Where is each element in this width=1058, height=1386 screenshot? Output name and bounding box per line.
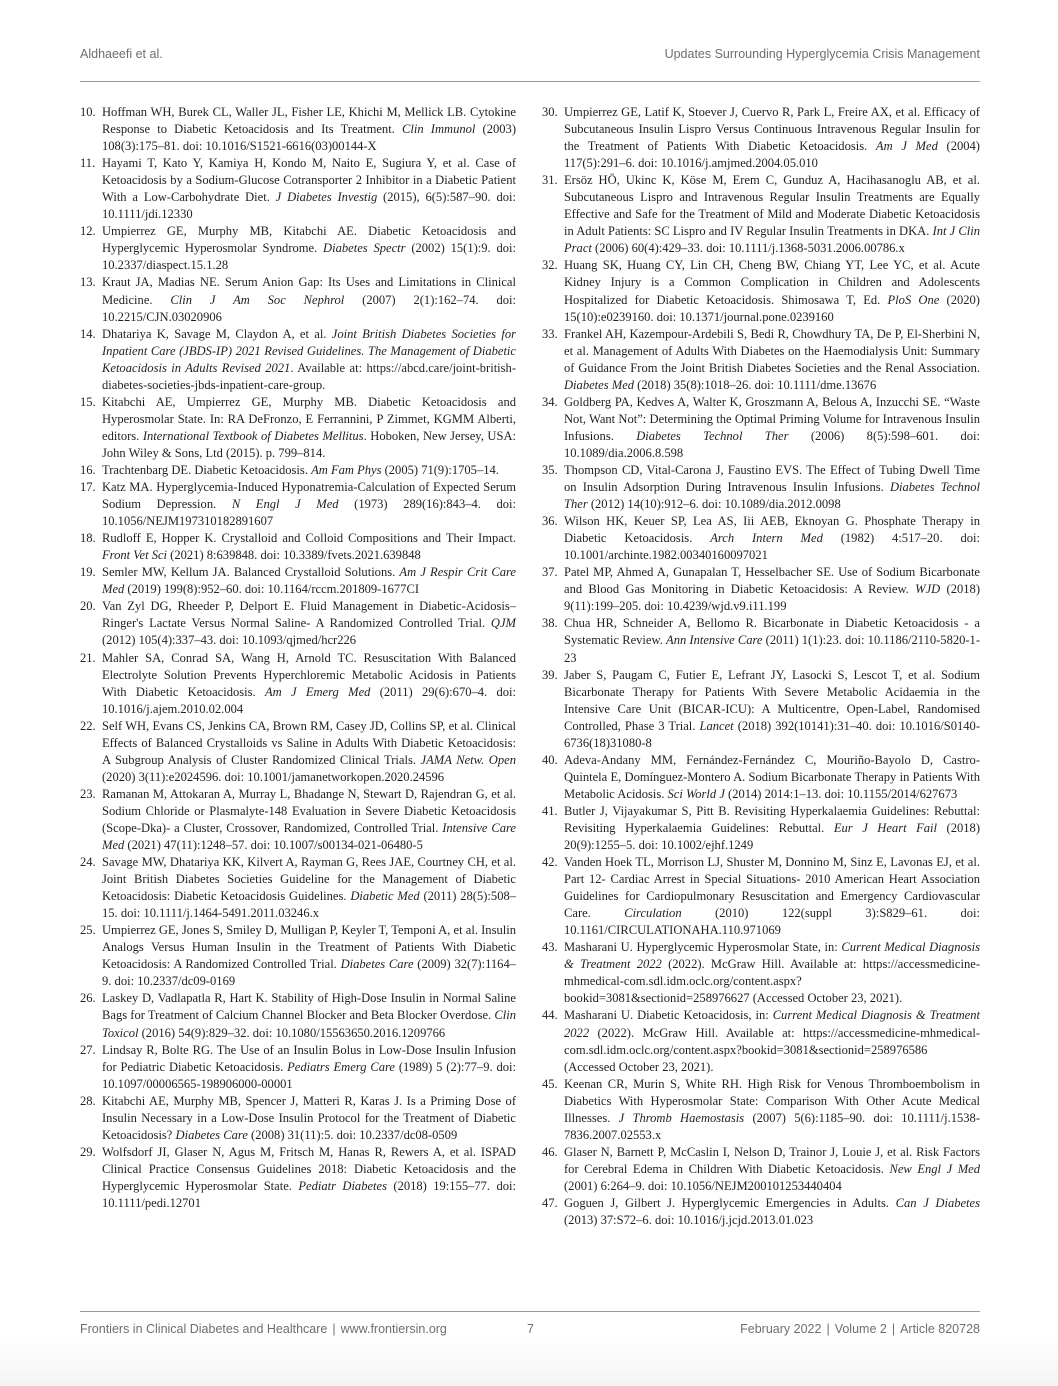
reference-text: Hoffman WH, Burek CL, Waller JL, Fisher LE, Khichi M, Mellick LB. Cytokine Response to Diabetic Ketoacidosis and Its Treatment. [102,105,516,137]
reference-text: (2011) 28(5):508–15. doi: 10.1111/j.1464-5491.2011.03246.x [102,889,517,921]
reference-number: 46. [542,1144,558,1159]
reference-text: Dhatariya K, Savage M, Claydon A, et al. [102,326,332,341]
reference-journal-title: PloS One [887,292,940,307]
reference-number: 28. [80,1093,96,1108]
reference-journal-title: Diabetes Technol Ther [636,428,789,443]
reference-journal-title: Diabetes Spectr [323,241,406,256]
page-number: 7 [527,1322,534,1336]
reference-number: 27. [80,1042,96,1057]
reference-number: 32. [542,258,558,273]
reference-number: 39. [542,667,558,682]
reference-text: (2014) 2014:1–13. doi: 10.1155/2014/627673 [724,786,958,801]
reference-text: (2020) 15(10):e0239160. doi: 10.1371/journal.pone.0239160 [564,292,980,324]
footer-volume: Volume 2 [834,1322,887,1336]
reference-text: Masharani U. Hyperglycemic Hyperosmolar State, in: [564,940,842,955]
reference-number: 24. [80,855,96,870]
reference-item [542,752,980,803]
reference-item [80,786,516,854]
reference-journal-title: Am Fam Phys [311,462,382,477]
reference-text: Umpierrez GE, Murphy MB, Kitabchi AE. Diabetic Ketoacidosis and Hyperglycemic Hyperosmolar Syndrome. [102,224,516,256]
reference-text: (2016) 54(9):829–32. doi: 10.1080/15563650.2016.1209766 [138,1025,446,1040]
reference-text: . Available at: https://abcd.care/joint-british-diabetes-societies-jbds-inpatient-care-group. [102,360,517,392]
reference-text: Semler MW, Kellum JA. Balanced Crystalloid Solutions. [102,565,400,580]
reference-text: Van Zyl DG, Rheeder P, Delport E. Fluid Management in Diabetic-Acidosis–Ringer's Lactate Versus Normal Saline- A Randomized Controlled Trial. [102,599,516,631]
reference-item [542,326,980,394]
page-bottom-margin [0,1336,1058,1386]
reference-text: Lindsay R, Bolte RG. The Use of an Insulin Bolus in Low-Dose Insulin Infusion for Pediatric Diabetic Ketoacidosis. [102,1042,516,1074]
reference-text: Self WH, Evans CS, Jenkins CA, Brown RM, Casey JD, Collins SP, et al. Clinical Effects of Balanced Crystalloids vs Saline in Adults With Diabetic Ketoacidosis: A Subgroup Analysis of Cluster Randomized Clinical Trials. [102,718,516,767]
reference-number: 20. [80,599,96,614]
reference-item [542,172,980,257]
reference-item [542,667,980,752]
reference-item [80,564,516,598]
footer-separator: | [332,1322,336,1336]
reference-text: Kitabchi AE, Umpierrez GE, Murphy MB. Diabetic Ketoacidosis and Hyperosmolar State. In: RA DeFronzo, E Ferrannini, P Zimmet, KGMM Alberti, editors. [102,394,516,443]
reference-journal-title: QJM [490,616,516,631]
reference-text: (2015), 6(5):587–90. doi: 10.1111/jdi.12330 [102,190,516,222]
reference-text: Umpierrez GE, Jones S, Smiley D, Mulligan P, Keyler T, Temponi A, et al. Insulin Analogs Versus Human Insulin in the Treatment of Patients With Diabetic Ketoacidosis: A Randomized Controlled Trial. [102,923,516,972]
reference-text: Laskey D, Vadlapatla R, Hart K. Stability of High-Dose Insulin in Normal Saline Bags for Treatment of Calcium Channel Blocker and Beta Blocker Overdose. [102,991,516,1023]
reference-journal-title: Diabetes Med [564,377,635,392]
reference-journal-title: Diabetes Technol Ther [564,480,980,512]
reference-number: 37. [542,565,558,580]
reference-journal-title: Pediatrs Emerg Care [287,1059,395,1074]
reference-number: 26. [80,991,96,1006]
reference-journal-title: Front Vet Sci [102,548,168,563]
reference-text: (2022). McGraw Hill. Available at: https://accessmedicine-mhmedical-com.sdl.idm.oclc.org/content.aspx?bookid=3081&sectionid=258976627 (Accessed October 23, 2021). [564,957,980,1006]
reference-text: (2018) 20(9):1255–5. doi: 10.1002/ejhf.1249 [564,820,980,853]
reference-text: (2013) 37:S72–6. doi: 10.1016/j.jcjd.2013.01.023 [564,1213,814,1228]
reference-item [80,274,516,325]
reference-text: (2002) 15(1):9. doi: 10.2337/diaspect.15.1.28 [102,241,516,273]
header-running-title: Updates Surrounding Hyperglycemia Crisis Management [664,47,980,61]
reference-number: 40. [542,752,558,767]
reference-journal-title: Diabetes Care [175,1127,248,1142]
reference-text: Ramanan M, Attokaran A, Murray L, Bhadange N, Stewart D, Rajendran G, et al. Sodium Chloride or Plasmalyte-148 Evaluation in Severe Diabetic Ketoacidosis (Scope-Dka)- a Cluster, Crossover, Randomized, Controlled Trial. [102,786,516,835]
page-header [80,40,980,82]
reference-text: (2008) 31(11):5. doi: 10.2337/dc08-0509 [247,1127,458,1142]
reference-journal-title: Circulation [624,906,682,921]
reference-number: 34. [542,394,558,409]
reference-number: 11. [80,156,96,171]
header-authors: Aldhaeefi et al. [80,47,163,61]
reference-number: 30. [542,105,558,119]
reference-item [80,530,516,564]
reference-text: Katz MA. Hyperglycemia-Induced Hyponatremia-Calculation of Expected Serum Sodium Depression. [102,480,516,512]
reference-journal-title: Diabetic Med [350,889,420,904]
footer-website-link[interactable]: www.frontiersin.org [340,1322,447,1336]
reference-number: 35. [542,462,558,477]
reference-text: Keenan CR, Murin S, White RH. High Risk for Venous Thromboembolism in Diabetics With Hyperosmolar State: Comparison With Other Acute Medical Illnesses. [564,1076,980,1125]
reference-item [80,223,516,274]
reference-text: Goldberg PA, Kedves A, Walter K, Groszmann A, Belous A, Inzucchi SE. “Waste Not, Want Not”: Determining the Optimal Priming Volume for Intravenous Insulin Infusions. [564,394,980,443]
reference-text: (2020) 3(11):e2024596. doi: 10.1001/jamanetworkopen.2020.24596 [102,769,445,784]
reference-number: 12. [80,224,96,239]
reference-item [80,394,516,462]
reference-text: (2011) 1(1):23. doi: 10.1186/2110-5820-1-23 [564,633,981,665]
reference-text: (2021) 8:639848. doi: 10.3389/fvets.2021.639848 [167,548,421,563]
reference-journal-title: Sci World J [667,786,725,801]
reference-item [80,104,516,155]
reference-item [80,922,516,990]
reference-item [542,462,980,513]
reference-text: (2011) 29(6):670–4. doi: 10.1016/j.ajem.2010.02.004 [102,684,516,716]
reference-journal-title: New Engl J Med [889,1161,980,1176]
reference-number: 25. [80,923,96,938]
reference-list-right [542,104,980,1229]
reference-text: Vanden Hoek TL, Morrison LJ, Shuster M, Donnino M, Sinz E, Lavonas EJ, et al. Part 12- Cardiac Arrest in Special Situations- 2010 American Heart Association Guidelines for Cardiopulmonary Resuscitation and Emergency Cardiovascular Care. [564,855,980,921]
reference-text: Savage MW, Dhatariya KK, Kilvert A, Rayman G, Rees JAE, Courtney CH, et al. Joint British Diabetes Societies Guideline for the Management of Diabetic Ketoacidosis: Diabetic Ketoacidosis Guidelines. [102,855,516,904]
references-section [80,104,980,1229]
reference-item [542,257,980,325]
reference-item [542,513,980,564]
reference-item [80,990,516,1041]
reference-item [80,718,516,786]
reference-text: Rudloff E, Hopper K. Crystalloid and Colloid Compositions and Their Impact. [102,531,516,546]
reference-text: Chua HR, Schneider A, Bellomo R. Bicarbonate in Diabetic Ketoacidosis - a Systematic Review. [564,616,980,648]
reference-text: Frankel AH, Kazempour-Ardebili S, Bedi R, Chowdhury TA, De P, El-Sherbini N, et al. Management of Adults With Diabetes on the Haemodialysis Unit: Summary of Guidance From the Joint British Diabetes Societies and the Renal Association. [564,326,980,375]
reference-number: 29. [80,1144,96,1159]
reference-text: Huang SK, Huang CY, Lin CH, Cheng BW, Chiang YT, Lee YC, et al. Acute Kidney Injury is a Common Complication in Children and Adolescents Hospitalized for Diabetic Ketoacidosis. Shimosawa T, Ed. [564,258,980,307]
references-right-column [542,104,980,1229]
reference-number: 47. [542,1196,558,1210]
reference-item [542,564,980,615]
reference-number: 45. [542,1076,558,1091]
reference-journal-title: Joint British Diabetes Societies for Inpatient Care (JBDS-IP) 2021 Revised Guidelines. The Management of Diabetic Ketoacidosis in Adults Revised 2021 [102,326,516,375]
reference-text: Masharani U. Diabetic Ketoacidosis, in: [564,1008,773,1023]
reference-journal-title: J Diabetes Investig [275,190,378,205]
reference-text: Hayami T, Kato Y, Kamiya H, Kondo M, Naito E, Sugiura Y, et al. Case of Ketoacidosis by a Sodium-Glucose Cotransporter 2 Inhibitor in a Diabetic Patient With a Low-Carbohydrate Diet. [102,156,516,205]
reference-number: 33. [542,326,558,341]
reference-item [542,939,980,1007]
reference-journal-title: N Engl J Med [231,497,339,512]
footer-separator: | [826,1322,830,1336]
reference-journal-title: Am J Emerg Med [264,684,371,699]
reference-journal-title: Current Medical Diagnosis & Treatment 2022 [564,940,980,972]
footer-journal-info [80,1322,447,1336]
reference-text: (2004) 117(5):291–6. doi: 10.1016/j.amjmed.2004.05.010 [564,139,980,171]
reference-text: (2007) 5(6):1185–90. doi: 10.1111/j.1538-7836.2007.02553.x [564,1110,981,1142]
reference-text: (2010) 122(suppl 3):S829–61. doi: 10.1161/CIRCULATIONAHA.110.971069 [564,906,980,938]
reference-journal-title: Lancet [699,718,734,733]
reference-text: (2012) 14(10):912–6. doi: 10.1089/dia.2012.0098 [587,497,841,512]
reference-item [80,462,516,479]
reference-item [80,854,516,922]
reference-list-left [80,104,516,1212]
reference-number: 31. [542,173,558,188]
reference-number: 43. [542,940,558,955]
reference-journal-title: Clin J Am Soc Nephrol [170,292,345,307]
reference-text: Kraut JA, Madias NE. Serum Anion Gap: Its Uses and Limitations in Clinical Medicine. [102,275,516,307]
reference-text: (2018) 19:155–77. doi: 10.1111/pedi.12701 [102,1178,516,1210]
reference-text: . Hoboken, New Jersey, USA: John Wiley & Sons, Ltd (2015). p. 799–814. [102,428,516,460]
reference-number: 15. [80,394,96,409]
reference-number: 14. [80,326,96,341]
footer-separator: | [891,1322,896,1336]
reference-text: (2021) 47(11):1248–57. doi: 10.1007/s00134-021-06480-5 [124,838,423,853]
reference-item [542,803,980,854]
footer-issue-info [740,1322,980,1336]
reference-text: Glaser N, Barnett P, McCaslin I, Nelson D, Trainor J, Louie J, et al. Risk Factors for Cerebral Edema in Children With Diabetic Ketoacidosis. [564,1144,980,1176]
reference-journal-title: Arch Intern Med [710,531,823,546]
reference-text: Wilson HK, Keuer SP, Lea AS, Iii AEB, Eknoyan G. Phosphate Therapy in Diabetic Ketoacidosis. [564,514,980,546]
reference-item [80,1144,516,1212]
reference-text: Goguen J, Gilbert J. Hyperglycemic Emergencies in Adults. [564,1196,896,1210]
reference-text: (2022). McGraw Hill. Available at: https://accessmedicine-mhmedical-com.sdl.idm.oclc.org/content.aspx?bookid=3081&sectionid=258976586 (Accessed October 23, 2021). [564,1025,980,1074]
reference-number: 44. [542,1008,558,1023]
reference-item [80,326,516,394]
reference-text: Umpierrez GE, Latif K, Stoever J, Cuervo R, Park L, Freire AX, et al. Efficacy of Subcutaneous Insulin Lispro Versus Continuous Intravenous Regular Insulin for the Treatment of Patients With Diabetic Ketoacidosis. [564,105,980,154]
reference-text: (2019) 199(8):952–60. doi: 10.1164/rccm.201809-1677CI [124,582,419,597]
reference-text: (1989) 5 (2):77–9. doi: 10.1097/00006565-198906000-00001 [102,1059,517,1091]
footer-date: February 2022 [740,1322,822,1336]
reference-item [80,1093,516,1144]
reference-number: 41. [542,803,558,818]
reference-item [80,650,516,718]
reference-text: Patel MP, Ahmed A, Gunapalan T, Hesselbacher SE. Use of Sodium Bicarbonate and Blood Gas Monitoring in Diabetic Ketoacidosis: A Review. [564,565,980,597]
reference-text: (2003) 108(3):175–81. doi: 10.1016/S1521-6616(03)00144-X [102,122,517,154]
reference-number: 36. [542,514,558,529]
reference-text: (2006) 8(5):598–601. doi: 10.1089/dia.2006.8.598 [564,428,980,460]
reference-journal-title: Can J Diabetes [895,1196,980,1210]
reference-journal-title: Clin Immunol [402,122,476,137]
reference-number: 23. [80,786,96,801]
reference-number: 21. [80,650,96,665]
reference-item [80,479,516,530]
reference-item [542,104,980,172]
reference-text: (2009) 32(7):1164–9. doi: 10.2337/dc09-0169 [102,957,517,989]
reference-text: Thompson CD, Vital-Carona J, Faustino EVS. The Effect of Tubing Dwell Time on Insulin Adsorption During Intravenous Insulin Infusions. [564,462,980,495]
reference-text: (2018) 392(10141):31–40. doi: 10.1016/S0140-6736(18)31080-8 [564,718,980,750]
reference-item [542,854,980,939]
reference-journal-title: Am J Respir Crit Care Med [102,565,517,597]
reference-journal-title: International Textbook of Diabetes Mellitus [142,428,364,443]
reference-number: 38. [542,616,558,631]
reference-text: (2005) 71(9):1705–14. [381,462,499,477]
footer-journal: Frontiers in Clinical Diabetes and Healthcare [80,1322,328,1336]
reference-journal-title: JAMA Netw. Open [420,752,516,767]
reference-text: (1982) 4:517–20. doi: 10.1001/archinte.1982.00340160097021 [564,531,980,563]
references-left-column [80,104,516,1229]
reference-number: 42. [542,855,558,870]
reference-journal-title: WJD [915,582,941,597]
reference-text: Jaber S, Paugam C, Futier E, Lefrant JY, Lasocki S, Lescot T, et al. Sodium Bicarbonate Therapy for Patients With Severe Metabolic Acidaemia in the Intensive Care Unit (BICAR-ICU): A Multicentre, Open-Label, Randomised Controlled, Phase 3 Trial. [564,667,980,733]
reference-journal-title: Clin Toxicol [102,1008,516,1040]
reference-number: 16. [80,462,96,477]
reference-text: Butler J, Vijayakumar S, Pitt B. Revisiting Hyperkalaemia Guidelines: Rebuttal: Revisiting Hyperkalaemia Guidelines: Rebuttal. [564,803,980,835]
reference-item [542,1076,980,1144]
reference-text: (1973) 289(16):843–4. doi: 10.1056/NEJM197310182891607 [102,497,517,529]
reference-item [542,1144,980,1195]
reference-item [542,615,980,666]
reference-item [80,598,516,649]
reference-number: 13. [80,275,96,290]
reference-journal-title: J Thromb Haemostasis [618,1110,745,1125]
reference-journal-title: Intensive Care Med [102,820,516,853]
reference-text: (2007) 2(1):162–74. doi: 10.2215/CJN.03020906 [102,292,517,324]
reference-journal-title: Current Medical Diagnosis & Treatment 2022 [564,1008,981,1040]
reference-journal-title: Ann Intensive Care [666,633,763,648]
reference-text: Trachtenbarg DE. Diabetic Ketoacidosis. [102,462,312,477]
reference-number: 10. [80,105,96,119]
reference-item [542,1195,980,1229]
reference-text: (2018) 9(11):199–205. doi: 10.4239/wjd.v9.i11.199 [564,582,980,614]
reference-number: 17. [80,480,96,495]
reference-text: (2018) 35(8):1018–26. doi: 10.1111/dme.13676 [634,377,877,392]
reference-text: (2001) 6:264–9. doi: 10.1056/NEJM200101253440404 [564,1178,842,1193]
reference-item [80,1042,516,1093]
reference-journal-title: Eur J Heart Fail [833,820,938,835]
reference-text: Ersöz HÖ, Ukinc K, Köse M, Erem C, Gunduz A, Hacihasanoglu AB, et al. Subcutaneous Lispro and Intravenous Regular Insulin Treatments are Equally Effective and Safe for the Treatment of Mild and Moderate Diabetic Ketoacidosis in Adult Patients: SC Lispro and IV Regular Insulin Treatments in DKA. [564,173,980,239]
reference-item [542,1007,980,1075]
reference-number: 19. [80,565,96,580]
reference-text: Mahler SA, Conrad SA, Wang H, Arnold TC. Resuscitation With Balanced Electrolyte Solution Prevents Hyperchloremic Metabolic Acidosis in Patients With Diabetic Ketoacidosis. [102,650,516,699]
reference-journal-title: Diabetes Care [340,957,414,972]
reference-text: (2012) 105(4):337–43. doi: 10.1093/qjmed/hcr226 [102,633,357,648]
reference-journal-title: Am J Med [875,139,938,154]
reference-journal-title: Pediatr Diabetes [298,1178,387,1193]
reference-text: Wolfsdorf JI, Glaser N, Agus M, Fritsch M, Hanas R, Rewers A, et al. ISPAD Clinical Practice Consensus Guidelines 2018: Diabetic Ketoacidosis and the Hyperglycemic Hyperosmolar State. [102,1144,516,1193]
reference-text: (2006) 60(4):429–33. doi: 10.1111/j.1368-5031.2006.00786.x [591,241,905,256]
reference-text: Adeva-Andany MM, Fernández-Fernández C, Mouriño-Bayolo D, Castro-Quintela E, Domínguez-Montero A. Sodium Bicarbonate Therapy in Patients With Metabolic Acidosis. [564,752,980,801]
footer-article: Article 820728 [900,1322,980,1336]
reference-number: 18. [80,531,96,546]
reference-number: 22. [80,718,96,733]
reference-journal-title: Int J Clin Pract [564,224,980,256]
reference-item [542,394,980,462]
reference-item [80,155,516,223]
reference-text: Kitabchi AE, Murphy MB, Spencer J, Matteri R, Karas J. Is a Priming Dose of Insulin Necessary in a Low-Dose Insulin Protocol for the Treatment of Diabetic Ketoacidosis? [102,1093,516,1142]
